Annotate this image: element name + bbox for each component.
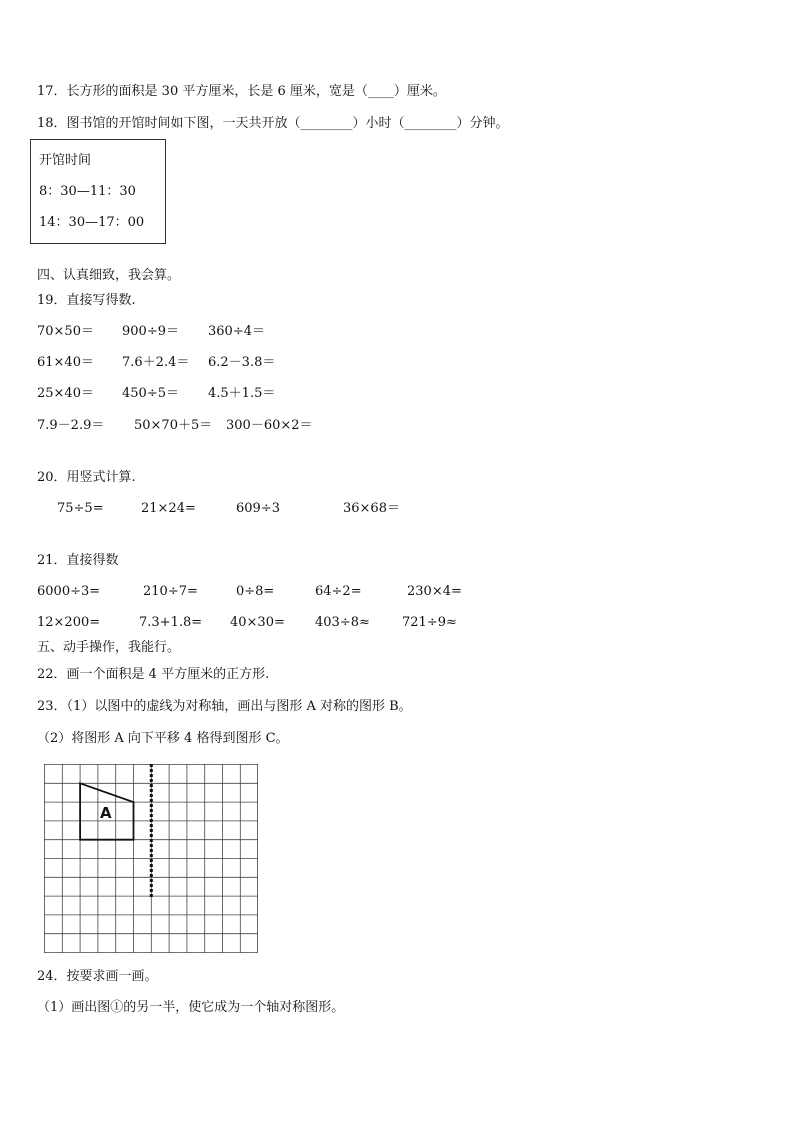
shape-a-label: A [100, 804, 112, 822]
opening-hours-title: 开馆时间 [39, 153, 92, 168]
q21-item: 210÷7= [143, 584, 198, 599]
q19-item: 25×40＝ [37, 386, 94, 401]
q19-item: 900÷9＝ [122, 324, 179, 339]
question-24-title: 24．按要求画一画。 [37, 969, 158, 984]
question-22: 22．画一个面积是 4 平方厘米的正方形. [37, 667, 270, 682]
q19-item: 360÷4＝ [208, 324, 265, 339]
question-24-part-1: （1）画出图①的另一半，使它成为一个轴对称图形。 [37, 1000, 345, 1015]
grid-svg [44, 764, 258, 954]
question-18: 18．图书馆的开馆时间如下图，一天共开放（________）小时（________）分钟。 [37, 116, 509, 131]
q19-item: 61×40＝ [37, 355, 94, 370]
q20-item: 609÷3 [236, 501, 280, 516]
q19-item: 450÷5＝ [122, 386, 179, 401]
q21-item: 403÷8≈ [315, 615, 370, 630]
q21-item: 6000÷3= [37, 584, 101, 599]
grid-figure [44, 764, 258, 958]
q21-item: 0÷8= [236, 584, 275, 599]
q21-item: 12×200= [37, 615, 101, 630]
opening-hours-morning: 8：30—11：30 [39, 184, 136, 199]
question-17: 17．长方形的面积是 30 平方厘米，长是 6 厘米，宽是（____）厘米。 [37, 84, 446, 99]
q21-item: 721÷9≈ [402, 615, 457, 630]
q21-item: 7.3+1.8= [139, 615, 203, 630]
opening-hours-afternoon: 14：30—17：00 [39, 215, 145, 230]
grid-lines [44, 764, 258, 953]
q19-item: 300－60×2＝ [226, 418, 313, 433]
q19-item: 6.2－3.8＝ [208, 355, 276, 370]
q21-item: 64÷2= [315, 584, 362, 599]
question-23-part-1: 23．（1）以图中的虚线为对称轴，画出与图形 A 对称的图形 B。 [37, 699, 412, 714]
question-19-title: 19．直接写得数. [37, 293, 136, 308]
question-21-title: 21．直接得数 [37, 553, 119, 568]
q19-item: 4.5＋1.5＝ [208, 386, 276, 401]
question-23-part-2: （2）将图形 A 向下平移 4 格得到图形 C。 [37, 731, 289, 746]
section-5-heading: 五、动手操作，我能行。 [37, 640, 181, 655]
q20-item: 21×24= [141, 501, 196, 516]
q19-item: 70×50＝ [37, 324, 94, 339]
q19-item: 50×70＋5＝ [134, 418, 213, 433]
q19-item: 7.6＋2.4＝ [122, 355, 190, 370]
q21-item: 40×30= [230, 615, 285, 630]
opening-hours-box [30, 139, 166, 244]
q21-item: 230×4= [407, 584, 462, 599]
section-4-heading: 四、认真细致，我会算。 [37, 268, 181, 283]
question-20-title: 20．用竖式计算. [37, 470, 136, 485]
q19-item: 7.9－2.9＝ [37, 418, 105, 433]
q20-item: 75÷5= [57, 501, 104, 516]
q20-item: 36×68＝ [343, 501, 400, 516]
